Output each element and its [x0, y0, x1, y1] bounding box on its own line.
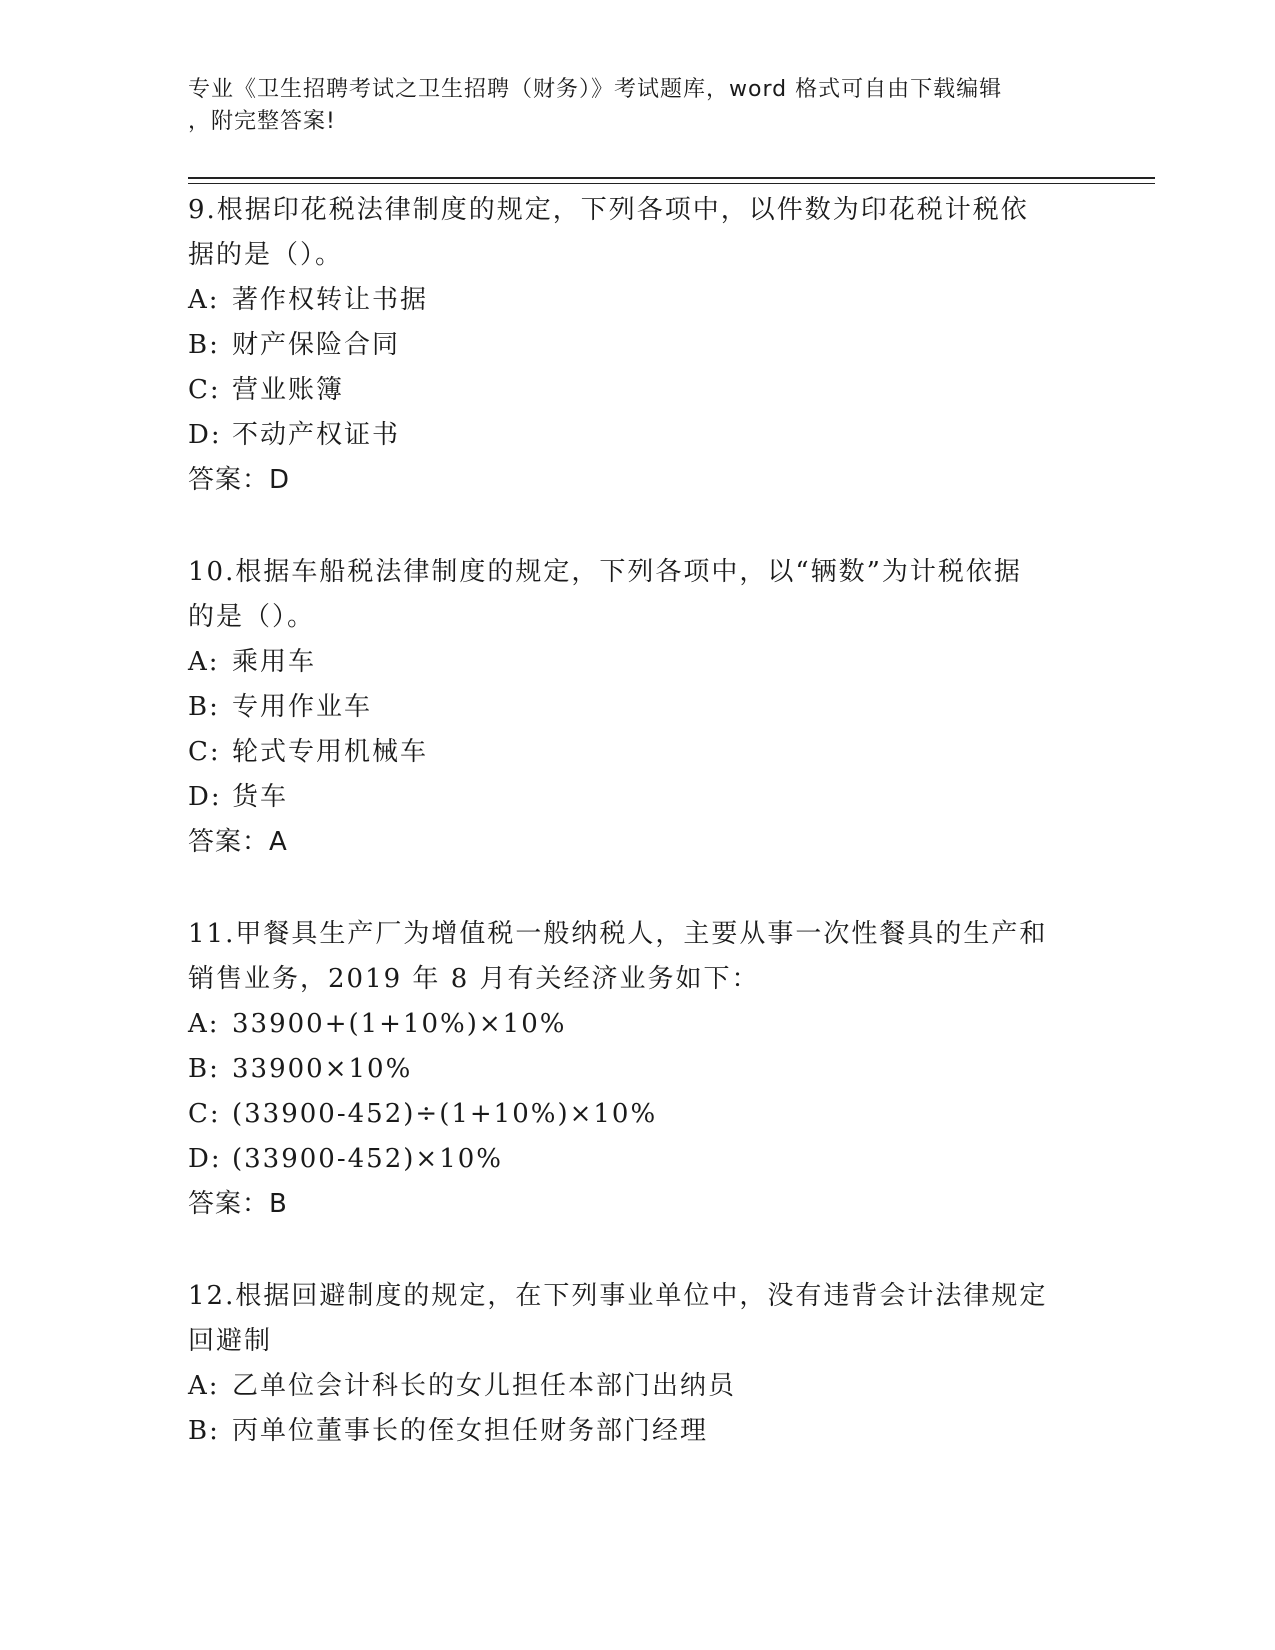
option-letter: D:	[188, 420, 222, 450]
question-stem	[188, 1274, 1088, 1364]
question-10	[188, 550, 1088, 865]
option-b	[188, 323, 1088, 368]
option-letter: A:	[188, 285, 220, 315]
option-text: 乘用车	[232, 647, 317, 677]
option-letter: B:	[188, 692, 220, 722]
option-a	[188, 1002, 1088, 1047]
question-stem-line: 12.根据回避制度的规定，在下列事业单位中，没有违背会计法律规定	[188, 1281, 1048, 1311]
question-stem	[188, 550, 1088, 640]
option-c	[188, 1092, 1088, 1137]
header-divider-thin	[188, 183, 1155, 184]
option-text: (33900-452)÷(1+10%)×10%	[232, 1099, 658, 1129]
option-d	[188, 413, 1088, 458]
option-d	[188, 775, 1088, 820]
option-text: 乙单位会计科长的女儿担任本部门出纳员	[232, 1371, 737, 1401]
question-stem-line: 10.根据车船税法律制度的规定，下列各项中，以“辆数”为计税依据	[188, 557, 1022, 587]
option-letter: A:	[188, 1371, 220, 1401]
answer-line: 答案：A	[188, 827, 288, 857]
option-letter: A:	[188, 1009, 220, 1039]
header-subtitle-line: ，附完整答案!	[188, 109, 336, 134]
option-text: 货车	[232, 782, 289, 812]
option-b	[188, 685, 1088, 730]
question-stem	[188, 188, 1088, 278]
option-letter: C:	[188, 1099, 221, 1129]
option-c	[188, 368, 1088, 413]
option-text: 营业账簿	[232, 375, 345, 405]
option-b	[188, 1409, 1088, 1454]
question-stem-line: 11.甲餐具生产厂为增值税一般纳税人，主要从事一次性餐具的生产和	[188, 919, 1048, 949]
option-text: 33900×10%	[232, 1054, 413, 1084]
option-d	[188, 1137, 1088, 1182]
option-a	[188, 1364, 1088, 1409]
header-title-line: 专业《卫生招聘考试之卫生招聘（财务）》考试题库，word 格式可自由下载编辑	[188, 77, 1003, 102]
question-stem-line: 的是（）。	[188, 602, 316, 632]
option-letter: D:	[188, 1144, 222, 1174]
option-text: 轮式专用机械车	[232, 737, 429, 767]
answer-line: 答案：D	[188, 465, 291, 495]
question-stem-line: 据的是（）。	[188, 240, 344, 270]
document-header	[188, 74, 1088, 138]
question-9	[188, 188, 1088, 503]
option-c	[188, 730, 1088, 775]
question-stem-line: 销售业务，2019 年 8 月有关经济业务如下：	[188, 964, 760, 994]
question-stem	[188, 912, 1088, 1002]
option-text: 专用作业车	[232, 692, 373, 722]
option-a	[188, 640, 1088, 685]
question-11	[188, 912, 1088, 1227]
question-stem-line: 9.根据印花税法律制度的规定，下列各项中，以件数为印花税计税依	[188, 195, 1029, 225]
option-letter: B:	[188, 1416, 220, 1446]
question-list	[188, 188, 1088, 1501]
option-text: 33900+(1+10%)×10%	[232, 1009, 567, 1039]
option-text: (33900-452)×10%	[232, 1144, 503, 1174]
answer-line: 答案：B	[188, 1189, 288, 1219]
option-letter: D:	[188, 782, 222, 812]
option-text: 著作权转让书据	[232, 285, 429, 315]
option-b	[188, 1047, 1088, 1092]
option-letter: B:	[188, 1054, 220, 1084]
question-12	[188, 1274, 1088, 1454]
option-letter: B:	[188, 330, 220, 360]
option-text: 丙单位董事长的侄女担任财务部门经理	[232, 1416, 709, 1446]
option-letter: C:	[188, 737, 221, 767]
option-text: 财产保险合同	[232, 330, 401, 360]
option-a	[188, 278, 1088, 323]
option-text: 不动产权证书	[232, 420, 401, 450]
header-divider-thick	[188, 177, 1155, 179]
option-letter: C:	[188, 375, 221, 405]
question-stem-line: 回避制	[188, 1326, 273, 1356]
option-letter: A:	[188, 647, 220, 677]
